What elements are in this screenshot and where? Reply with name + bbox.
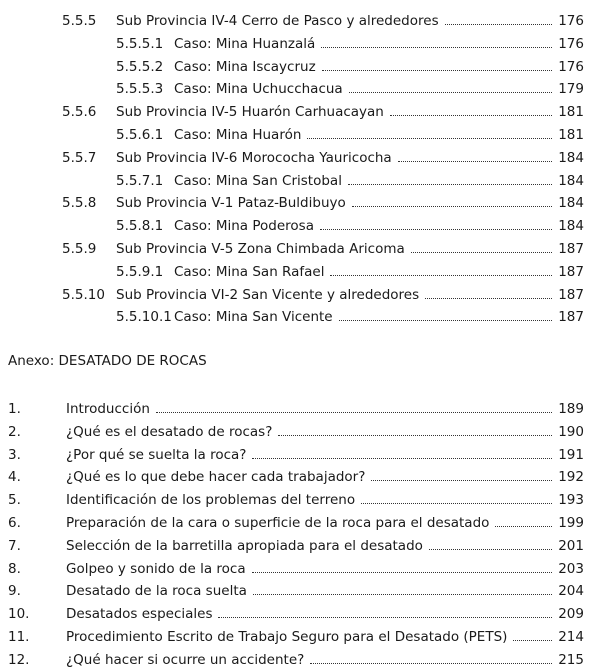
- toc-entry-page: 176: [558, 58, 584, 75]
- toc-entry-number: 5.5.5.1: [116, 35, 164, 52]
- toc-entry: [8, 626, 584, 648]
- annex-heading: Anexo: DESATADO DE ROCAS: [8, 353, 207, 369]
- toc-entry-number: 10.: [8, 606, 30, 623]
- toc-entry-title: Sub Provincia IV-5 Huarón Carhuacayan: [116, 104, 384, 121]
- toc-entry-title: Preparación de la cara o superficie de la roca para el desatado: [66, 515, 490, 531]
- toc-entry-page: 184: [558, 149, 584, 166]
- toc-entry-title: Introducción: [66, 401, 150, 417]
- toc-entry: [116, 170, 584, 192]
- toc-entry: [116, 215, 584, 237]
- dot-leader: [330, 261, 552, 276]
- toc-entry-page: 215: [558, 651, 584, 668]
- toc-entry-number: 5.5.8.1: [116, 218, 164, 235]
- toc-entry-title: Sub Provincia V-1 Pataz-Buldibuyo: [116, 195, 346, 212]
- toc-entry-number: 7.: [8, 537, 21, 554]
- toc-entry-page: 181: [558, 104, 584, 121]
- toc-entry-number: 12.: [8, 651, 30, 668]
- toc-entry: [8, 421, 584, 443]
- toc-entry: [116, 261, 584, 283]
- dot-leader: [411, 238, 552, 253]
- dot-leader: [390, 101, 552, 116]
- toc-entry-title: Sub Provincia V-5 Zona Chimbada Aricoma: [116, 241, 405, 257]
- toc-entry-page: 189: [558, 401, 584, 417]
- toc-entry-page: 187: [558, 286, 584, 303]
- dot-leader: [352, 192, 552, 207]
- dot-leader: [348, 170, 552, 185]
- toc-entry: [8, 580, 584, 602]
- dot-leader: [218, 603, 552, 618]
- toc-entry-title: Identificación de los problemas del terreno: [66, 492, 356, 509]
- toc-entry-page: 204: [558, 583, 584, 600]
- toc-entry-page: 193: [558, 492, 584, 509]
- toc-entry-page: 176: [558, 35, 584, 52]
- dot-leader: [371, 466, 552, 481]
- toc-entry: [8, 398, 584, 420]
- toc-entry-title: Caso: Mina San Rafael: [174, 263, 325, 280]
- toc-entry: [116, 33, 584, 55]
- toc-entry-title: Caso: Mina San Vicente: [174, 309, 333, 326]
- toc-entry: [62, 147, 584, 169]
- toc-entry-number: 5.5.5.2: [116, 58, 164, 75]
- dot-leader: [321, 33, 552, 48]
- toc-entry-number: 5.5.7.1: [116, 172, 164, 189]
- toc-entry: [8, 558, 584, 580]
- toc-entry: [62, 284, 584, 306]
- toc-entry-number: 9.: [8, 583, 21, 600]
- dot-leader: [252, 444, 552, 459]
- toc-entry: [116, 306, 584, 328]
- toc-entry-title: ¿Qué es lo que debe hacer cada trabajador?: [66, 469, 366, 486]
- toc-entry-title: Caso: Mina Huanzalá: [174, 35, 316, 52]
- toc-entry-number: 1.: [8, 401, 21, 417]
- toc-entry-page: 184: [558, 195, 584, 212]
- toc-entry-page: 203: [558, 560, 584, 577]
- toc-entry-number: 5.5.8: [62, 195, 97, 212]
- toc-entry-number: 11.: [8, 629, 30, 645]
- toc-entry: [8, 466, 584, 488]
- dot-leader: [156, 398, 552, 413]
- toc-entry-page: 190: [558, 423, 584, 440]
- toc-entry-page: 181: [558, 127, 584, 143]
- toc-entry-page: 199: [558, 515, 584, 531]
- toc-entry: [62, 192, 584, 214]
- dot-leader: [322, 56, 552, 71]
- toc-entry: [116, 56, 584, 78]
- dot-leader: [253, 580, 552, 595]
- toc-entry-page: 179: [558, 81, 584, 98]
- dot-leader: [445, 10, 552, 25]
- dot-leader: [361, 489, 552, 504]
- toc-entry: [8, 512, 584, 534]
- toc-entry-title: Caso: Mina Uchucchacua: [174, 81, 343, 98]
- dot-leader: [429, 535, 552, 550]
- toc-entry-title: Caso: Mina Iscaycruz: [174, 58, 316, 75]
- toc-entry-page: 184: [558, 172, 584, 189]
- toc-entry-number: 6.: [8, 515, 21, 531]
- toc-entry-title: Desatados especiales: [66, 606, 213, 623]
- toc-entry-page: 184: [558, 218, 584, 235]
- dot-leader: [349, 78, 552, 93]
- toc-entry-number: 3.: [8, 446, 21, 463]
- toc-entry-title: Caso: Mina Huarón: [174, 127, 302, 143]
- dot-leader: [398, 147, 552, 162]
- toc-entry-number: 5.5.6: [62, 104, 97, 121]
- toc-entry-title: ¿Por qué se suelta la roca?: [66, 446, 247, 463]
- toc-entry-title: Golpeo y sonido de la roca: [66, 560, 246, 577]
- toc-entry-title: Sub Provincia IV-6 Morococha Yauricocha: [116, 149, 392, 166]
- toc-entry-title: Caso: Mina San Cristobal: [174, 172, 342, 189]
- toc-entry: [116, 124, 584, 146]
- toc-entry-title: Desatado de la roca suelta: [66, 583, 247, 600]
- toc-entry-number: 5.5.5: [62, 13, 97, 29]
- toc-entry-number: 5.5.6.1: [116, 127, 164, 143]
- dot-leader: [252, 558, 552, 573]
- toc-entry: [8, 535, 584, 557]
- toc-entry-number: 8.: [8, 560, 21, 577]
- toc-entry: [8, 489, 584, 511]
- toc-entry-page: 191: [558, 446, 584, 463]
- toc-entry-number: 5.5.10: [62, 286, 105, 303]
- toc-entry-page: 176: [558, 13, 584, 29]
- toc-entry-number: 2.: [8, 423, 21, 440]
- toc-entry-page: 187: [558, 263, 584, 280]
- dot-leader: [513, 626, 552, 641]
- toc-entry-page: 187: [558, 241, 584, 257]
- toc-entry-page: 187: [558, 309, 584, 326]
- toc-entry-title: Selección de la barretilla apropiada para el desatado: [66, 537, 423, 554]
- toc-entry: [8, 649, 584, 671]
- toc-entry-page: 209: [558, 606, 584, 623]
- toc-entry-number: 5.5.5.3: [116, 81, 164, 98]
- dot-leader: [307, 124, 552, 139]
- dot-leader: [339, 306, 552, 321]
- toc-entry: [8, 444, 584, 466]
- toc-entry-title: Procedimiento Escrito de Trabajo Seguro para el Desatado (PETS): [66, 629, 508, 645]
- toc-entry-page: 192: [558, 469, 584, 486]
- toc-entry-number: 4.: [8, 469, 21, 486]
- dot-leader: [425, 284, 552, 299]
- toc-entry-title: Sub Provincia VI-2 San Vicente y alrededores: [116, 286, 420, 303]
- dot-leader: [495, 512, 552, 527]
- toc-entry-number: 5.5.10.1: [116, 309, 172, 326]
- toc-entry-title: Sub Provincia IV-4 Cerro de Pasco y alrededores: [116, 13, 439, 29]
- toc-entry: [62, 10, 584, 32]
- toc-entry: [8, 603, 584, 625]
- toc-entry-number: 5.5.9: [62, 241, 97, 257]
- toc-entry-title: Caso: Mina Poderosa: [174, 218, 314, 235]
- dot-leader: [310, 649, 552, 664]
- toc-entry: [116, 78, 584, 100]
- toc-entry: [62, 238, 584, 260]
- toc-entry-number: 5.: [8, 492, 21, 509]
- toc-entry-title: ¿Qué hacer si ocurre un accidente?: [66, 651, 305, 668]
- dot-leader: [320, 215, 552, 230]
- toc-entry-page: 214: [558, 629, 584, 645]
- toc-entry-number: 5.5.7: [62, 149, 97, 166]
- toc-entry-page: 201: [558, 537, 584, 554]
- toc-entry-title: ¿Qué es el desatado de rocas?: [66, 423, 273, 440]
- dot-leader: [278, 421, 552, 436]
- toc-entry-number: 5.5.9.1: [116, 263, 164, 280]
- toc-entry: [62, 101, 584, 123]
